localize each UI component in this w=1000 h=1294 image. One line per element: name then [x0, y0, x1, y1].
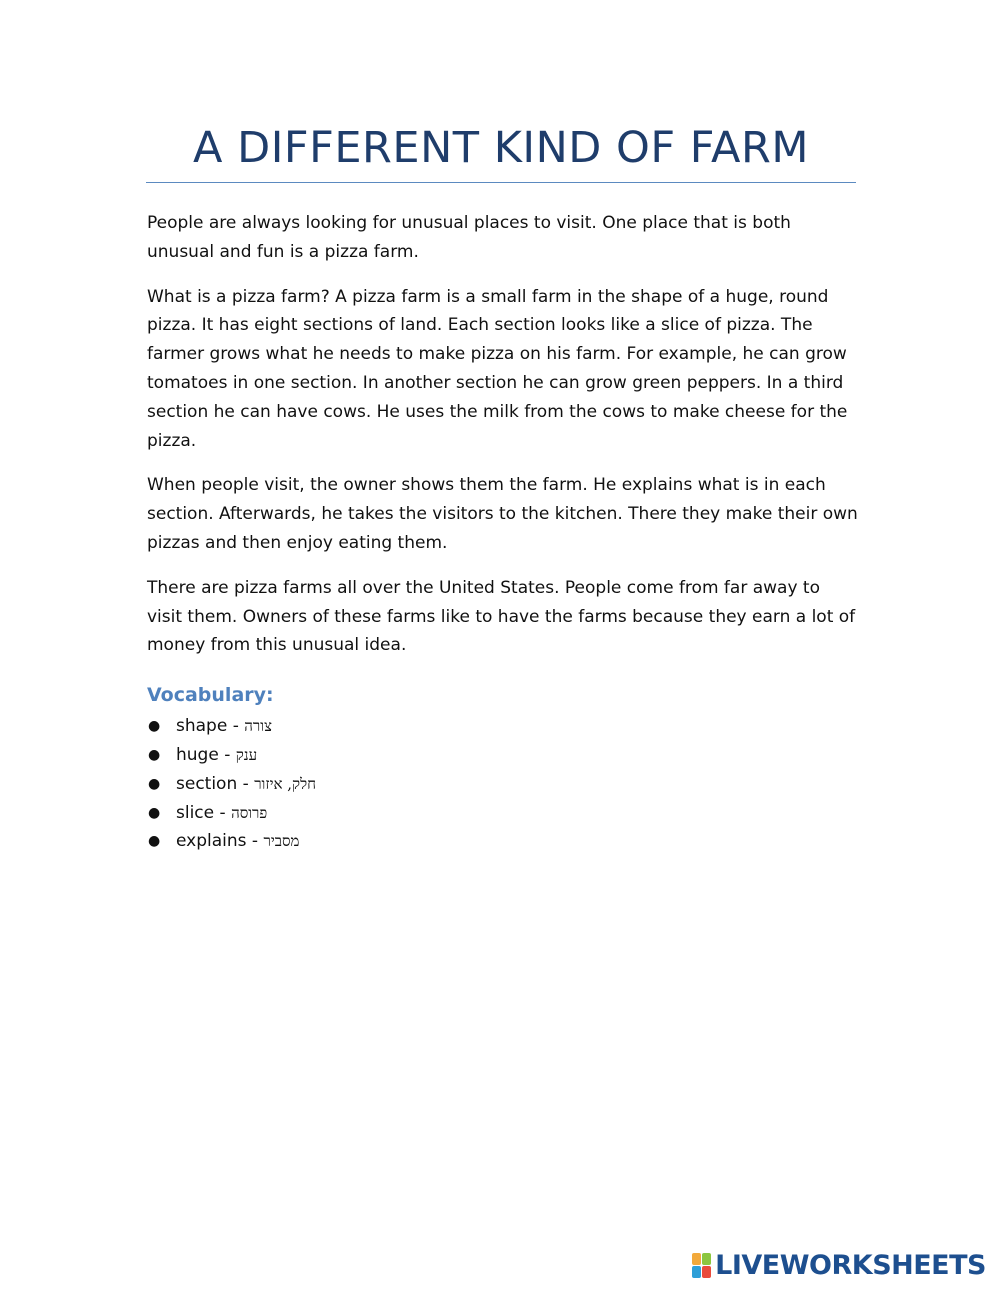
vocabulary-translation: ענק — [235, 745, 258, 764]
vocabulary-translation: חלק, איזור — [254, 774, 316, 793]
vocabulary-word: slice — [176, 802, 215, 823]
vocabulary-item: ● section - חלק, איזור — [147, 770, 859, 799]
bullet-icon: ● — [148, 804, 161, 821]
liveworksheets-mark-icon — [692, 1253, 711, 1278]
vocabulary-word: huge — [176, 744, 219, 765]
liveworksheets-logo[interactable] — [692, 1250, 986, 1280]
vocabulary-word: shape — [176, 716, 228, 737]
logo-mark-tile — [702, 1266, 711, 1278]
vocabulary-list — [147, 712, 859, 856]
vocabulary-heading: Vocabulary: — [147, 684, 274, 707]
vocabulary-item: ● shape - צורה — [147, 712, 859, 741]
vocabulary-word: section — [176, 773, 238, 794]
vocabulary-translation: פרוסה — [231, 803, 268, 822]
vocabulary-translation: מסביר — [263, 832, 300, 851]
article-body — [147, 209, 859, 856]
vocabulary-word: explains — [176, 831, 247, 852]
vocabulary-item: ● huge - ענק — [147, 741, 859, 770]
logo-mark-tile — [692, 1266, 701, 1278]
bullet-icon: ● — [148, 718, 161, 735]
bullet-icon: ● — [148, 833, 161, 850]
vocabulary-item: ● slice - פרוסה — [147, 799, 859, 828]
logo-mark-tile — [702, 1253, 711, 1265]
vocabulary-item: ● explains - מסביר — [147, 827, 859, 856]
page-title: A DIFFERENT KIND OF FARM — [193, 123, 809, 173]
logo-mark-tile — [692, 1253, 701, 1265]
paragraph: People are always looking for unusual places to visit. One place that is both unusual and fun is a pizza farm. — [147, 213, 791, 262]
paragraph: What is a pizza farm? A pizza farm is a small farm in the shape of a huge, round pizza. It has eight sections of land. Each section looks like a slice of pizza. The farmer grows what he needs to make pizza on his farm. For example, he can grow tomatoes in one section. In another section he can grow green peppers. In a third section he can have cows. He uses the milk from the cows to make cheese for the pizza. — [147, 286, 848, 451]
bullet-icon: ● — [148, 775, 161, 792]
vocabulary-translation: צורה — [244, 717, 272, 736]
logo-wordmark: LIVEWORKSHEETS — [715, 1249, 986, 1281]
paragraph: There are pizza farms all over the United States. People come from far away to visit them. Owners of these farms like to have the farms because they earn a lot of money from this unusual idea. — [147, 577, 856, 656]
title-underline — [146, 182, 856, 183]
bullet-icon: ● — [148, 746, 161, 763]
paragraph: When people visit, the owner shows them the farm. He explains what is in each section. Afterwards, he takes the visitors to the kitchen. There they make their own pizzas and then enjoy eating them. — [147, 475, 858, 553]
